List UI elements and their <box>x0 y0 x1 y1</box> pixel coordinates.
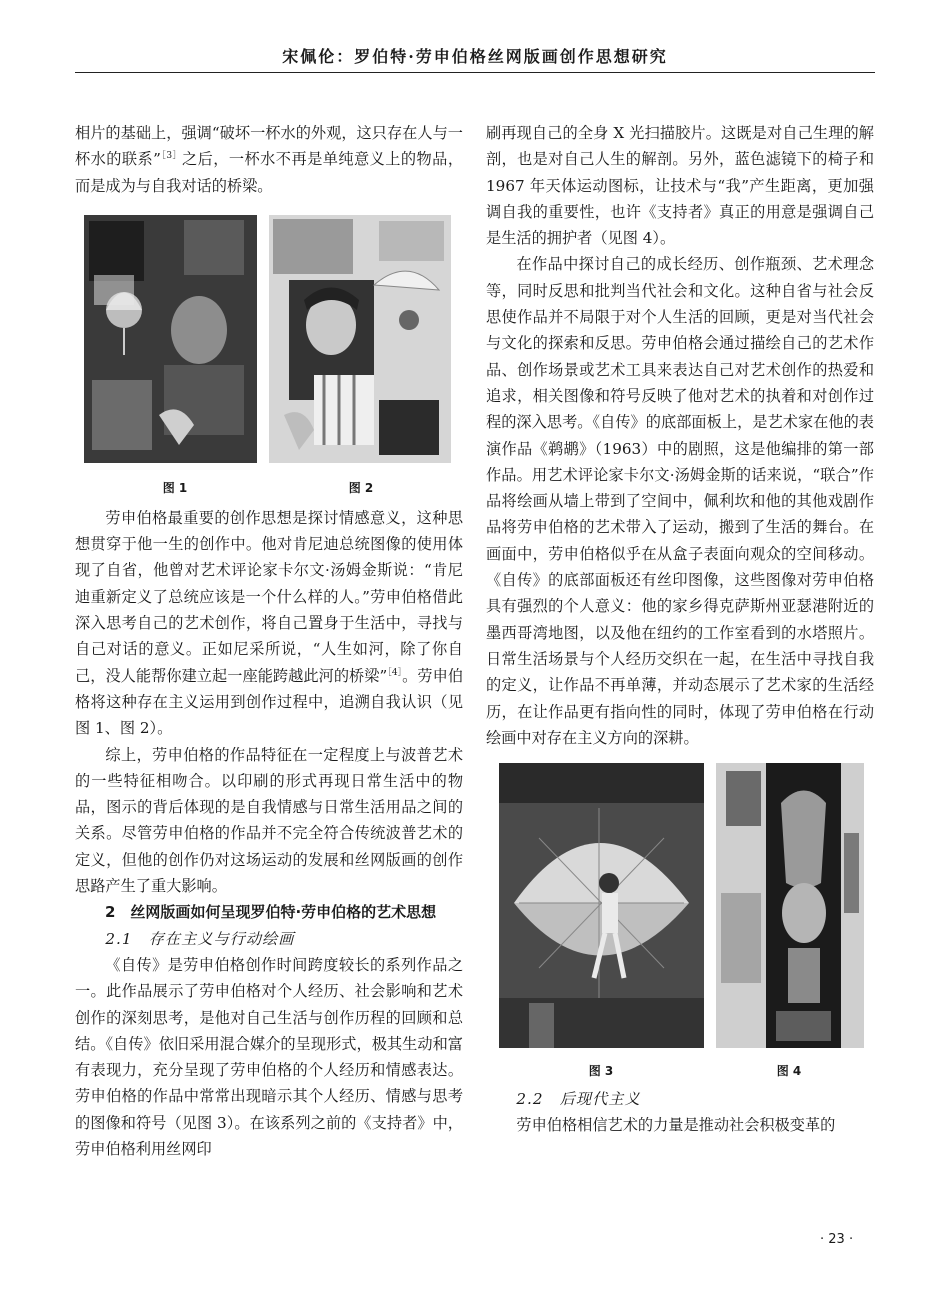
figure-1-caption: 图 1 <box>162 480 188 495</box>
figure-4-caption: 图 4 <box>776 1064 802 1079</box>
figure-row-1-2 <box>75 207 463 497</box>
header-rule <box>75 72 875 73</box>
subsection-heading: 2.1 存在主义与行动绘画 <box>105 929 295 948</box>
running-header: 宋佩伦：罗伯特·劳申伯格丝网版画创作思想研究 <box>282 47 668 66</box>
paragraph: 劳申伯格相信艺术的力量是推动社会积极变革的 <box>516 1116 836 1135</box>
paragraph: 劳申伯格最重要的创作思想是探讨情感意义，这种思想贯穿于他一生的创作中。他对肯尼迪总统图像的使用体现了自省，他曾对艺术评论家卡尔文·汤姆金斯说：“肯尼迪重新定义了总统应该是一个什么样的人。”劳申伯格借此深入思考自己的艺术创作，将自己置身于生活中，寻找与自己对话的意义。正如尼采所说，“人生如河，除了你自己，没人能帮你建立起一座能跨越此河的桥梁”$^{[4]}$。劳申伯格将这种存在主义运用到创作过程中，追溯自我认识（见图 1、图 2）。 <box>75 508 464 738</box>
figure-2-image <box>269 215 451 463</box>
paragraph: 在作品中探讨自己的成长经历、创作瓶颈、艺术理念等，同时反思和批判当代社会和文化。这种自省与社会反思使作品并不局限于对个人生活的回顾，更是对当代社会与文化的探索和反思。劳申伯格会通过描绘自己的艺术作品、创作场景或艺术工具来表达自己对艺术创作的热爱和追求，相关图像和符号反映了他对艺术的执着和对创作过程的深入思考。《自传》的底部面板上，是艺术家在他的表演作品《鹈鹕》（1963）中的剧照，这是他编排的第一部作品。用艺术评论家卡尔文·汤姆金斯的话来说，“联合”作品将绘画从墙上带到了空间中，佩利坎和他的其他戏剧作品将劳申伯格的艺术带入了运动，搬到了生活的舞台。在画面中，劳申伯格似乎在从盒子表面向观众的空间移动。《自传》的底部面板还有丝印图像，这些图像对劳申伯格具有强烈的个人意义：他的家乡得克萨斯州亚瑟港附近的墨西哥湾地图，以及他在纽约的工作室看到的水塔照片。日常生活场景与个人经历交织在一起，在生活中寻找自我的定义，让作品不再单薄，并动态展示了艺术家的生活经历，在让作品更有指向性的同时，体现了劳申伯格在行动绘画中对存在主义方向的深耕。 <box>486 255 874 747</box>
section-heading: 2 丝网版画如何呈现罗伯特·劳申伯格的艺术思想 <box>105 903 437 922</box>
figure-row-3-4 <box>486 763 874 1078</box>
right-column <box>486 120 874 1139</box>
figure-2-caption: 图 2 <box>348 480 374 495</box>
figure-3-image <box>499 763 704 1048</box>
citation-ref: ［4］ <box>387 667 403 678</box>
left-column <box>75 120 463 1162</box>
paragraph: 《自传》是劳申伯格创作时间跨度较长的系列作品之一。此作品展示了劳申伯格对个人经历、社会影响和艺术创作的深刻思考，是他对自己生活与创作历程的回顾和总结。《自传》依旧采用混合媒介的呈现形式，极其生动和富有表现力，充分呈现了劳申伯格的个人经历和情感表达。劳申伯格的作品中常常出现暗示其个人经历、情感与思考的图像和符号（见图 3）。在该系列之前的《支持者》中，劳申伯格利用丝网印 <box>75 955 463 1159</box>
subsection-heading: 2.2 后现代主义 <box>516 1090 641 1109</box>
citation-ref: ［3］ <box>160 151 182 162</box>
figure-4-image <box>716 763 864 1048</box>
page-number: · 23 · <box>820 1232 854 1247</box>
paragraph: 综上，劳申伯格的作品特征在一定程度上与波普艺术的一些特征相吻合。以印刷的形式再现日常生活中的物品，图示的背后体现的是自我情感与日常生活用品之间的关系。尽管劳申伯格的作品并不完全符合传统波普艺术的定义，但他的创作仍对这场运动的发展和丝网版画的创作思路产生了重大影响。 <box>75 745 463 896</box>
paragraph: 相片的基础上，强调“破坏一杯水的外观，这只存在人与一杯水的联系”$^{[3]}$之后，一杯水不再是单纯意义上的物品，而是成为与自我对话的桥梁。 <box>75 124 464 195</box>
figure-1-image <box>84 215 257 463</box>
paragraph: 刷再现自己的全身 X 光扫描胶片。这既是对自己生理的解剖，也是对自己人生的解剖。另外，蓝色滤镜下的椅子和 1967 年天体运动图标，让技术与“我”产生距离，更加强调自我的重要性，也许《支持者》真正的用意是强调自己是生活的拥护者（见图 4）。 <box>486 124 874 248</box>
figure-3-caption: 图 3 <box>588 1064 614 1079</box>
